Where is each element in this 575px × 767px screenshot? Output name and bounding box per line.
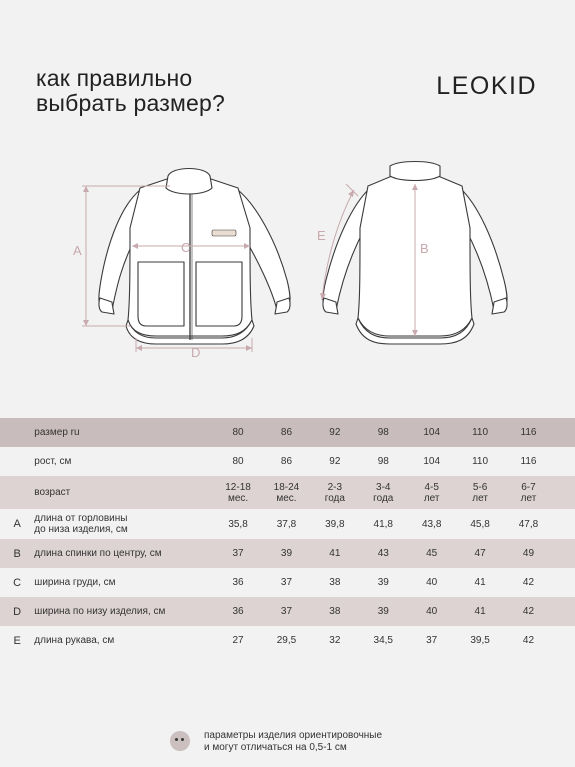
- title-line-1: как правильно: [36, 65, 193, 91]
- table-cell: 39: [359, 597, 407, 626]
- row-label: ширина по низу изделия, см: [34, 597, 214, 626]
- table-row: [0, 597, 575, 626]
- page-title: [36, 66, 225, 116]
- table-cell: 43: [359, 539, 407, 568]
- row-label: размер ru: [34, 418, 214, 447]
- table-cell: 36: [214, 597, 262, 626]
- table-cell: 49: [504, 539, 552, 568]
- table-cell: 39,8: [325, 518, 345, 530]
- row-label: длина от горловины до низа изделия, см: [34, 513, 128, 535]
- table-cell: 86: [262, 418, 310, 447]
- table-cell: 5-6 лет: [456, 476, 504, 509]
- jacket-illustration: [0, 150, 575, 380]
- row-padding: [553, 509, 575, 539]
- table-cell: 37: [426, 635, 438, 646]
- row-padding: [553, 418, 575, 447]
- row-letter: E: [13, 634, 21, 647]
- row-label: длина спинки по центру, см: [34, 539, 214, 568]
- table-cell: 43,8: [421, 518, 442, 530]
- table-cell: 92: [311, 418, 359, 447]
- table-row: [0, 447, 575, 476]
- row-letter: D: [0, 597, 34, 626]
- table-cell: 104: [423, 456, 441, 467]
- table-cell: 6-7 лет: [504, 476, 552, 509]
- table-row: [0, 568, 575, 597]
- table-cell: 39: [262, 539, 310, 568]
- note-line-2: и могут отличаться на 0,5-1 см: [204, 742, 347, 753]
- disclaimer-note: [170, 728, 470, 756]
- row-letter: [0, 447, 34, 476]
- row-padding: [553, 626, 575, 655]
- row-letter: A: [13, 518, 21, 530]
- row-label: рост, см: [34, 456, 72, 467]
- table-cell: 37: [262, 597, 310, 626]
- table-cell: 32: [329, 635, 341, 646]
- brand-patch: [212, 230, 236, 236]
- table-cell: 47,8: [518, 518, 539, 530]
- note-text: [204, 730, 382, 754]
- table-cell: 116: [504, 418, 552, 447]
- table-cell: 37: [214, 539, 262, 568]
- table-cell: 80: [214, 418, 262, 447]
- table-cell: 40: [426, 577, 438, 588]
- table-cell: 110: [456, 418, 504, 447]
- table-cell: 38: [329, 577, 341, 588]
- figure-label-e: E: [317, 228, 326, 243]
- row-letter: C: [13, 576, 22, 589]
- table-cell: 42: [504, 597, 552, 626]
- figure-label-c: C: [181, 240, 191, 255]
- size-table: [0, 418, 575, 655]
- row-padding: [553, 597, 575, 626]
- table-cell: 41: [474, 577, 486, 588]
- table-cell: 38: [311, 597, 359, 626]
- table-row: [0, 539, 575, 568]
- row-letter: [0, 418, 34, 447]
- row-label: ширина груди, см: [34, 577, 116, 588]
- row-label: длина рукава, см: [34, 635, 115, 646]
- table-row: [0, 626, 575, 655]
- brand-logo: LEOKID: [436, 72, 537, 100]
- figure-label-b: B: [420, 241, 429, 256]
- table-cell: 40: [407, 597, 455, 626]
- table-cell: 47: [456, 539, 504, 568]
- table-cell: 80: [232, 456, 244, 467]
- table-cell: 41,8: [373, 518, 393, 530]
- table-cell: 110: [472, 456, 489, 467]
- note-line-1: параметры изделия ориентировочные: [204, 730, 383, 741]
- title-line-2: выбрать размер?: [36, 90, 225, 116]
- face-icon: [170, 731, 190, 751]
- table-cell: 39,5: [470, 635, 490, 646]
- table-cell: 3-4 года: [359, 476, 407, 509]
- table-cell: 45,8: [470, 518, 490, 530]
- table-cell: 18-24 мес.: [262, 476, 310, 509]
- table-cell: 45: [407, 539, 455, 568]
- table-cell: 34,5: [373, 635, 393, 646]
- table-row: [0, 418, 575, 447]
- row-letter: B: [0, 539, 34, 568]
- table-cell: 37: [280, 577, 293, 588]
- table-cell: 41: [456, 597, 504, 626]
- table-cell: 29,5: [276, 635, 297, 646]
- table-cell: 98: [359, 418, 407, 447]
- table-cell: 104: [407, 418, 455, 447]
- table-cell: 116: [520, 456, 537, 467]
- row-padding: [553, 539, 575, 568]
- table-cell: 98: [377, 456, 389, 467]
- table-cell: 12-18 мес.: [214, 476, 262, 509]
- table-row: [0, 509, 575, 539]
- table-row: [0, 476, 575, 509]
- jacket-front: [99, 169, 290, 345]
- row-letter: [0, 476, 34, 509]
- table-cell: 86: [280, 456, 293, 467]
- table-cell: 42: [522, 635, 535, 646]
- figure-label-a: A: [73, 243, 82, 258]
- table-cell: 36: [232, 577, 244, 588]
- table-cell: 37,8: [276, 518, 297, 530]
- table-cell: 27: [232, 635, 244, 646]
- table-cell: 42: [522, 577, 535, 588]
- table-cell: 92: [329, 456, 341, 467]
- figure-label-d: D: [191, 345, 201, 360]
- table-cell: 35,8: [228, 518, 248, 530]
- table-cell: 39: [377, 577, 389, 588]
- row-padding: [553, 568, 575, 597]
- row-padding: [553, 447, 575, 476]
- row-padding: [553, 476, 575, 509]
- table-cell: 4-5 лет: [407, 476, 455, 509]
- row-label: возраст: [34, 476, 214, 509]
- table-cell: 2-3 года: [311, 476, 359, 509]
- table-cell: 41: [311, 539, 359, 568]
